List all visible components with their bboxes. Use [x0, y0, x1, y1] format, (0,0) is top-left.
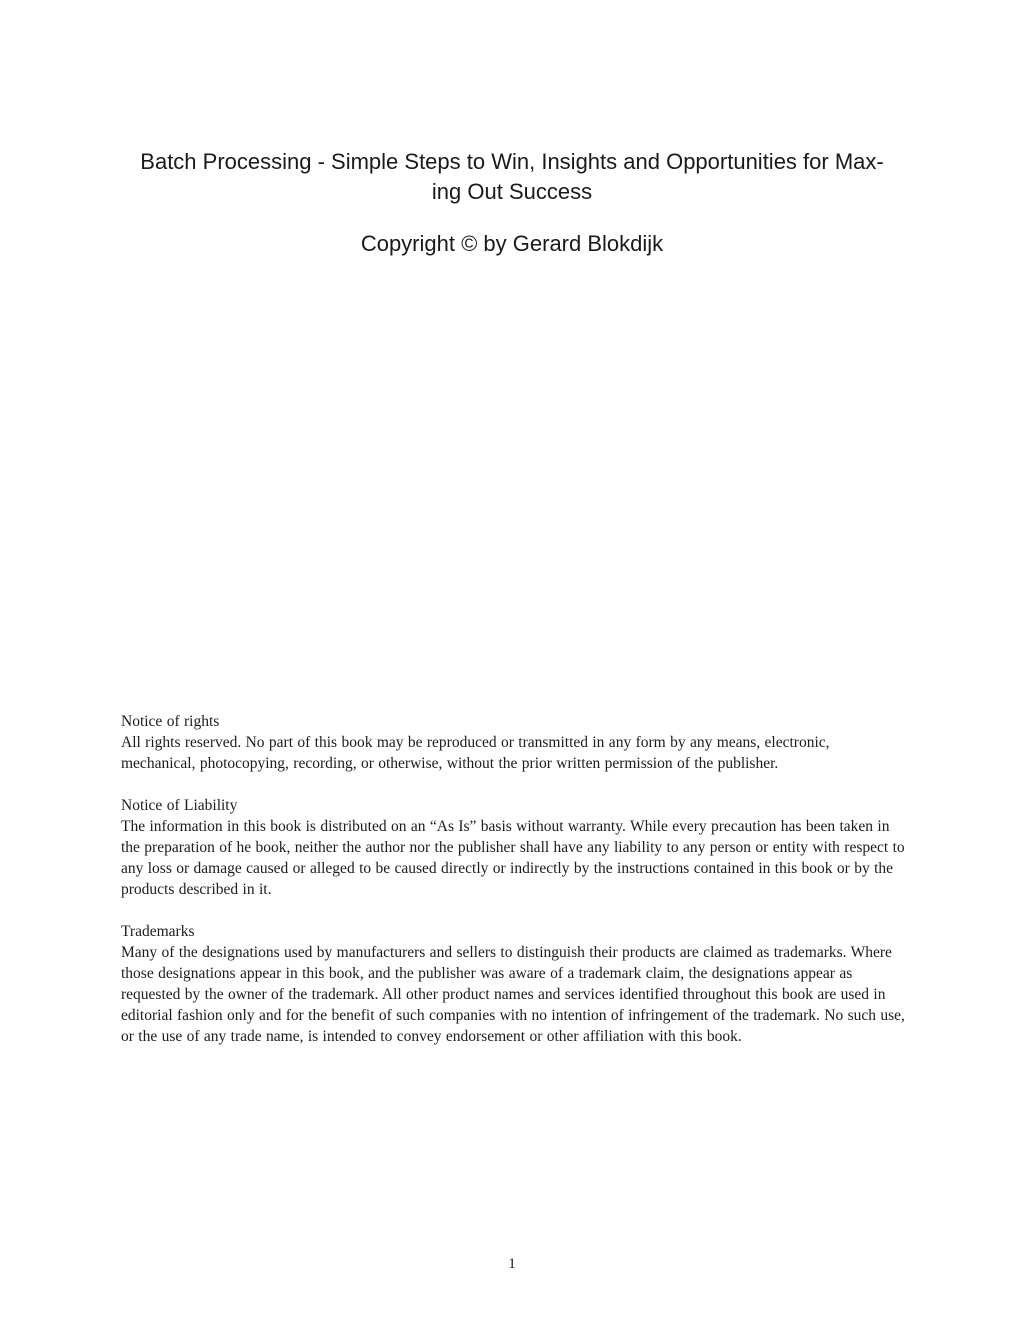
- notice-of-rights-text: All rights reserved. No part of this book may be reproduced or transmitted in any form by any means, electronic, mechanical, photocopying, recording, or otherwise, without the prior written permission of the publisher.: [121, 734, 830, 772]
- trademarks-heading: Trademarks: [121, 923, 195, 940]
- notice-of-liability-text: The information in this book is distributed on an “As Is” basis without warranty. While every precaution has been taken in the preparation of he book, neither the author nor the publisher shall have any liability to any person or entity with respect to any loss or damage caused or alleged to be caused directly or indirectly by the instructions contained in this book or by the products described in it.: [121, 818, 905, 898]
- page-number: 1: [508, 1256, 516, 1272]
- copyright-line: Copyright © by Gerard Blokdijk: [360, 231, 664, 256]
- notices-body: [121, 711, 907, 1047]
- book-title: [0, 147, 1024, 207]
- notice-of-liability-heading: Notice of Liability: [121, 797, 238, 814]
- book-title-line-1: Batch Processing - Simple Steps to Win, Insights and Opportunities for Max-: [140, 149, 884, 174]
- section-notice-of-rights: [121, 711, 907, 774]
- section-trademarks: [121, 921, 907, 1047]
- book-title-line-2: ing Out Success: [431, 179, 593, 204]
- notice-of-rights-heading: Notice of rights: [121, 713, 220, 730]
- trademarks-text: Many of the designations used by manufacturers and sellers to distinguish their products are claimed as trademarks. Where those designations appear in this book, and the publisher was aware of a trademark claim, the designations appear as requested by the owner of the trademark. All other product names and services identified throughout this book are used in editorial fashion only and for the benefit of such companies with no intention of infringement of the trademark. No such use, or the use of any trade name, is intended to convey endorsement or other affiliation with this book.: [121, 944, 905, 1045]
- section-notice-of-liability: [121, 795, 907, 900]
